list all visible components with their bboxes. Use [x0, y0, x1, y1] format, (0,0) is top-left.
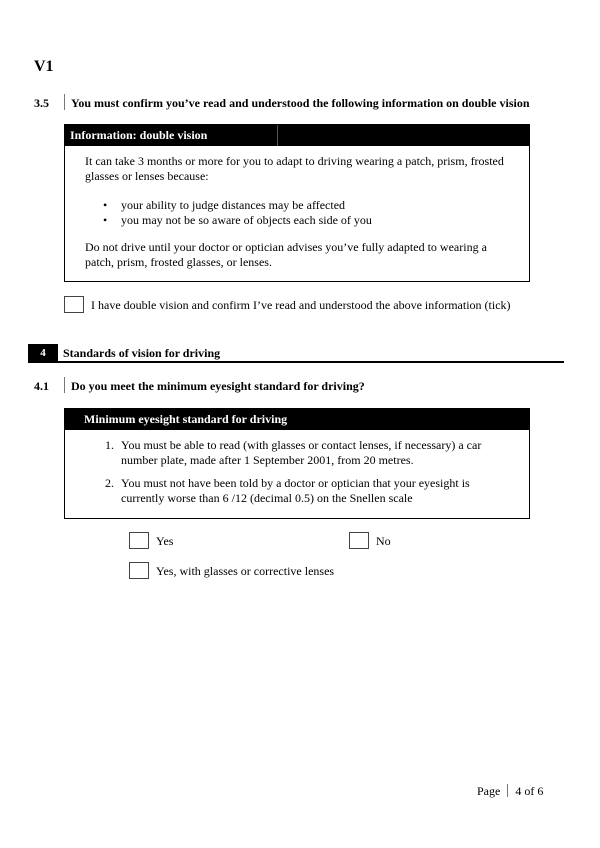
bullet-item — [103, 213, 509, 228]
yes-with-glasses-label: Yes, with glasses or corrective lenses — [156, 564, 335, 578]
item-number: 2. — [105, 476, 114, 490]
yes-label: Yes — [156, 534, 174, 548]
info-intro: It can take 3 months or more for you to adapt to driving wearing a patch, prism, frosted glasses or lenses because: — [85, 154, 504, 183]
item-number: 1. — [105, 438, 114, 452]
info-box-heading-text: Minimum eyesight standard for driving — [84, 412, 288, 426]
heading-tab-divider — [277, 125, 278, 146]
page-footer — [477, 784, 543, 799]
question-number-3-5: 3.5 — [34, 96, 49, 110]
info-box-heading-text: Information: double vision — [70, 128, 208, 142]
question-text-4-1: Do you meet the minimum eyesight standard for driving? — [71, 379, 365, 393]
bullet-text: you may not be so aware of objects each side of you — [121, 213, 372, 227]
question-separator — [64, 94, 65, 110]
yes-checkbox[interactable] — [129, 532, 149, 549]
bullet-icon: • — [103, 198, 108, 212]
form-code: V1 — [34, 58, 54, 75]
standard-list — [105, 438, 509, 506]
double-vision-info-box — [64, 124, 530, 282]
section-title: Standards of vision for driving — [63, 346, 221, 360]
question-separator — [64, 377, 65, 393]
footer-separator — [507, 784, 508, 797]
double-vision-confirm-checkbox[interactable] — [64, 296, 84, 313]
question-text-3-5: You must confirm you’ve read and understood the following information on double vision — [71, 96, 530, 110]
standard-item — [105, 438, 501, 468]
page-label: Page — [477, 784, 501, 798]
page-number: 4 of 6 — [515, 784, 544, 798]
item-text: You must not have been told by a doctor or optician that your eyesight is currently worse than 6 /12 (decimal 0.5) on the Snellen scale — [121, 476, 470, 505]
section-number-badge: 4 — [28, 344, 58, 362]
info-closing: Do not drive until your doctor or optician advises you’ve fully adapted to wearing a patch, prism, frosted glasses, or lenses. — [85, 240, 487, 269]
no-checkbox[interactable] — [349, 532, 369, 549]
bullet-item — [103, 198, 509, 213]
eyesight-standard-info-box — [64, 408, 530, 519]
info-box-heading — [65, 125, 529, 146]
question-number-4-1: 4.1 — [34, 379, 49, 393]
info-box-body — [65, 430, 529, 506]
info-bullet-list — [103, 198, 509, 228]
standard-item — [105, 476, 501, 506]
info-box-heading — [65, 409, 529, 430]
yes-with-glasses-checkbox[interactable] — [129, 562, 149, 579]
info-box-body — [65, 146, 529, 270]
bullet-icon: • — [103, 213, 108, 227]
no-label: No — [376, 534, 391, 548]
double-vision-confirm-label: I have double vision and confirm I’ve read and understood the above information (tick) — [91, 298, 511, 312]
item-text: You must be able to read (with glasses or contact lenses, if necessary) a car number plate, made after 1 September 2001, from 20 metres. — [121, 438, 482, 467]
bullet-text: your ability to judge distances may be affected — [121, 198, 346, 212]
section-divider — [28, 361, 564, 363]
